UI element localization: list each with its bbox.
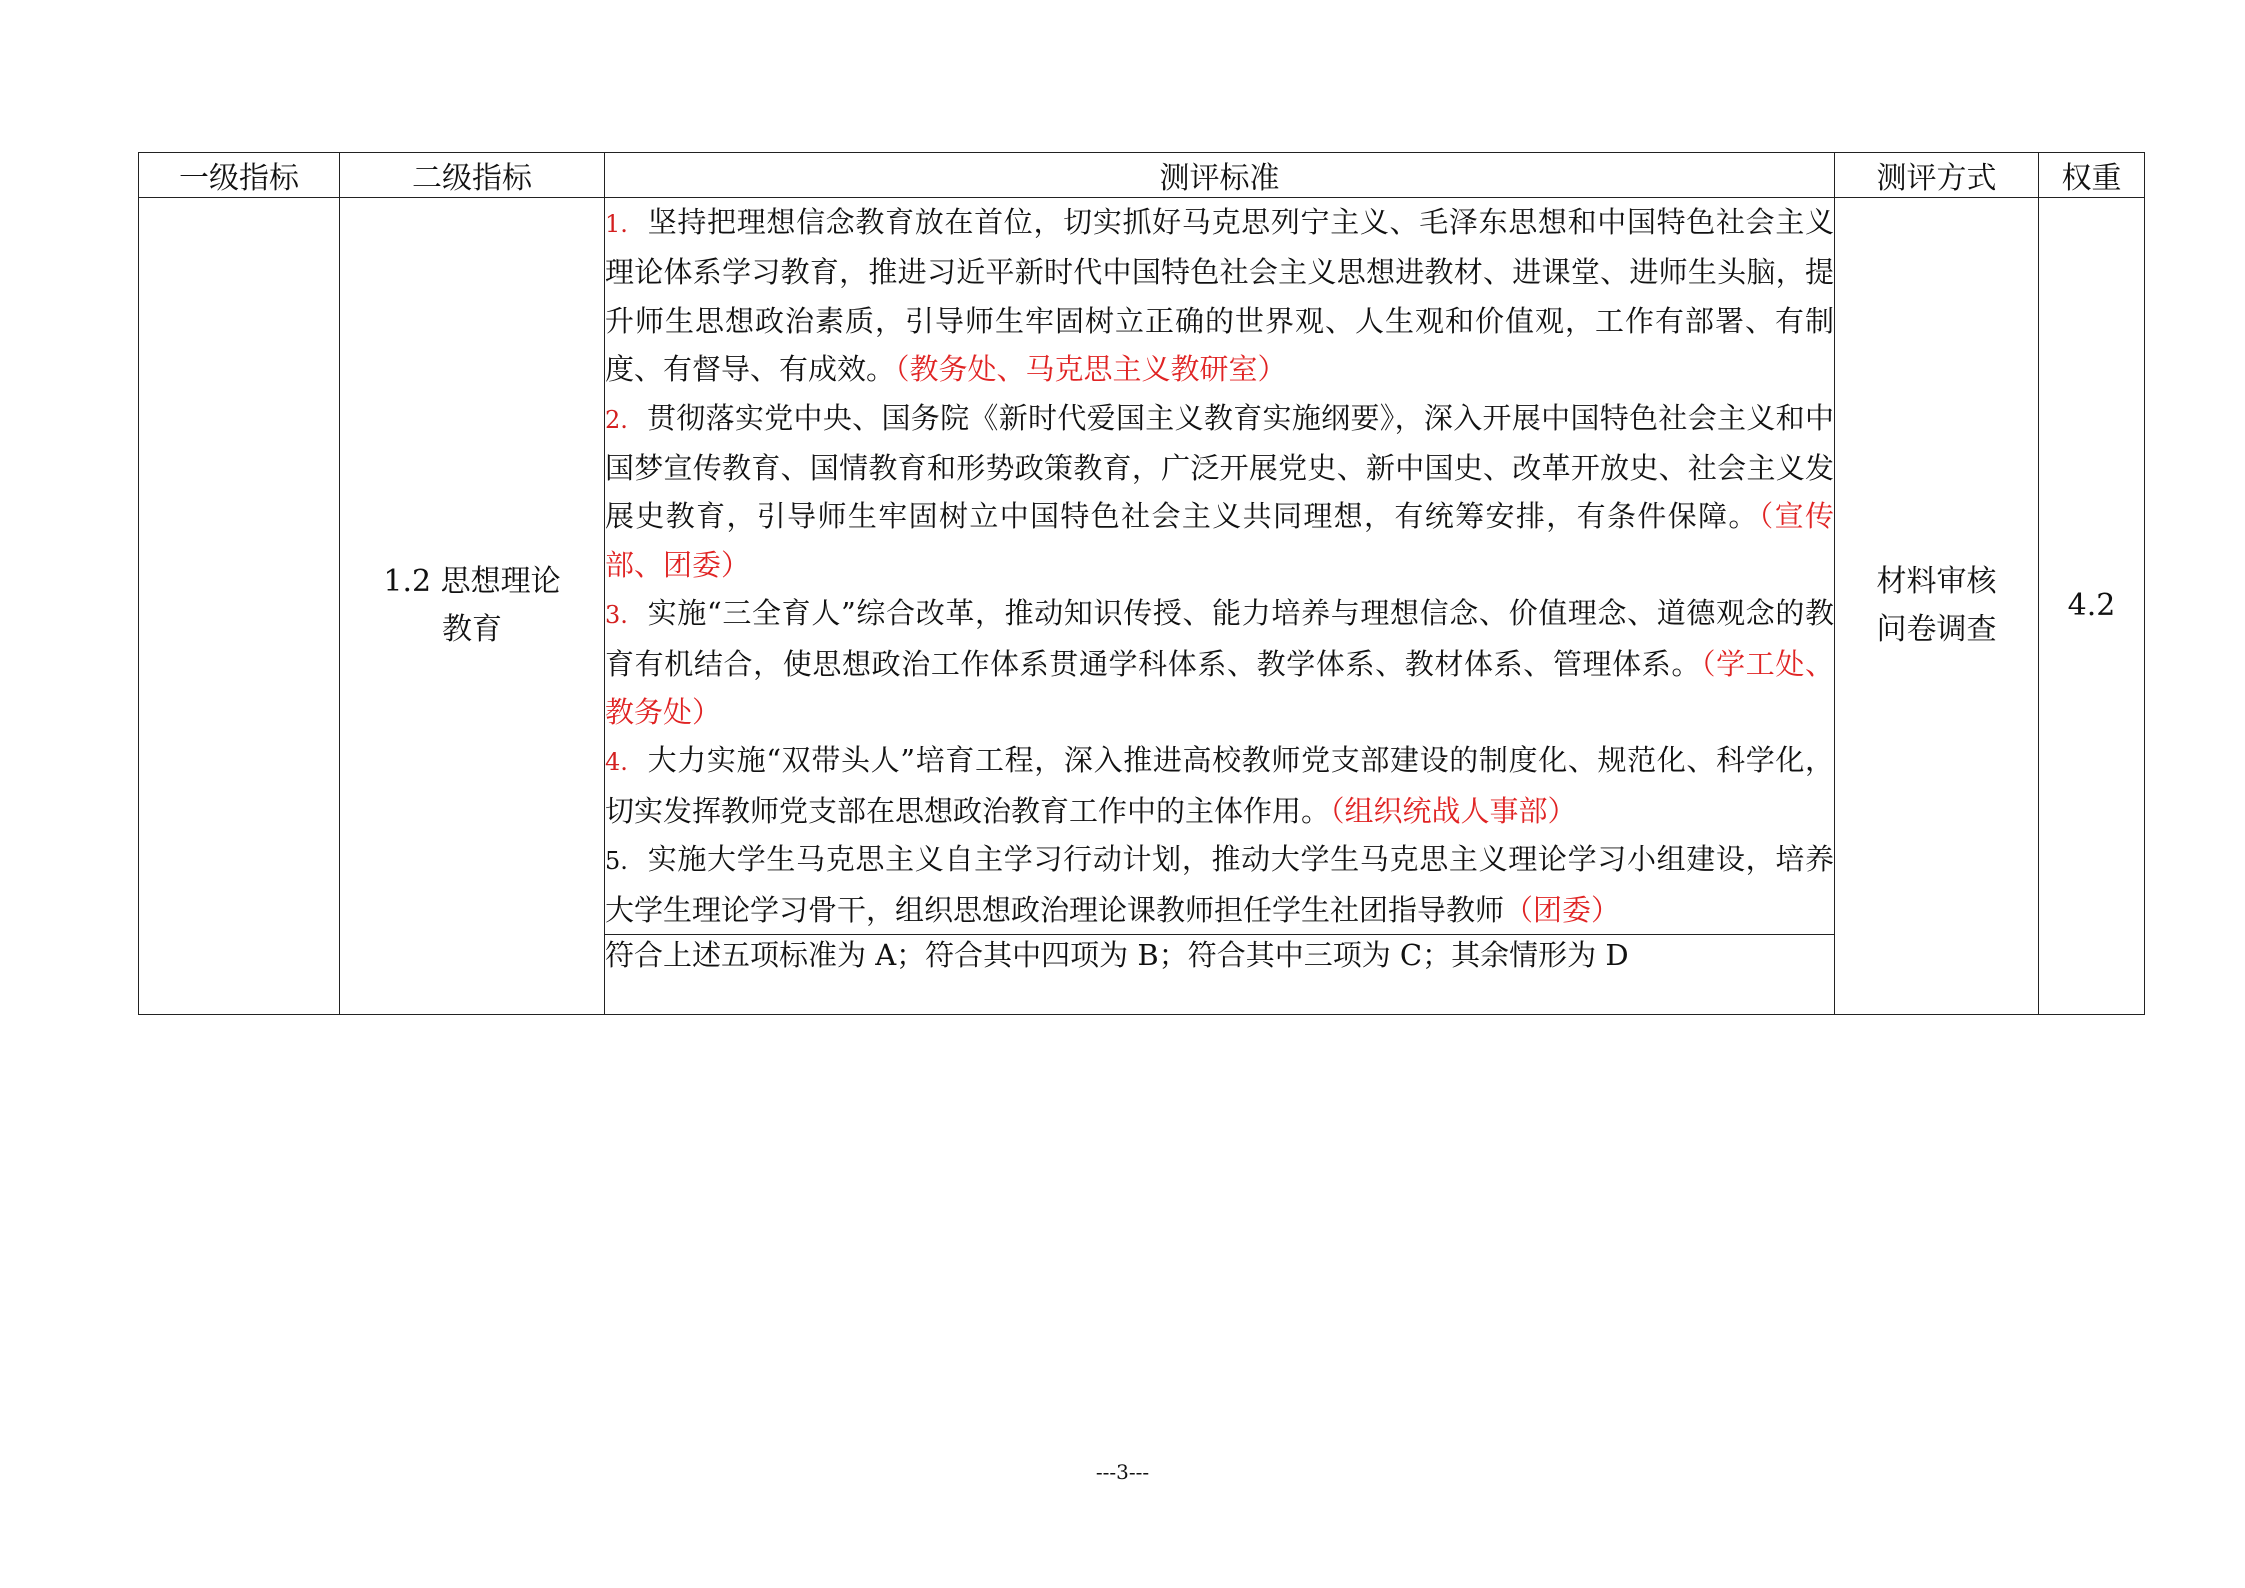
header-level2-indicator: 二级指标 xyxy=(340,153,605,198)
method-cell xyxy=(1835,198,2039,1015)
level2-cell xyxy=(340,198,605,1015)
header-criteria: 测评标准 xyxy=(605,153,1835,198)
criteria-item-text: 实施大学生马克思主义自主学习行动计划，推动大学生马克思主义理论学习小组建设，培养大学生理论学习骨干，组织思想政治理论课教师担任学生社团指导教师 xyxy=(605,842,1834,927)
criteria-item-number: 3. xyxy=(605,601,628,630)
weight-cell: 4.2 xyxy=(2039,198,2145,1015)
criteria-item-text: 贯彻落实党中央、国务院《新时代爱国主义教育实施纲要》，深入开展中国特色社会主义和中国梦宣传教育、国情教育和形势政策教育，广泛开展党史、新中国史、改革开放史、社会主义发展史教育，引导师生牢固树立中国特色社会主义共同理想，有统筹安排，有条件保障。 xyxy=(605,400,1834,534)
criteria-item-4 xyxy=(605,736,1834,835)
criteria-item-number: 2. xyxy=(605,405,628,434)
header-level1-indicator: 一级指标 xyxy=(139,153,340,198)
criteria-item-dept: （学工处、教务处） xyxy=(605,646,1834,730)
grading-cell: 符合上述五项标准为 A；符合其中四项为 B；符合其中三项为 C；其余情形为 D xyxy=(605,935,1835,1015)
table-header-row xyxy=(139,153,2145,198)
header-weight: 权重 xyxy=(2039,153,2145,198)
criteria-item-3 xyxy=(605,589,1834,736)
table-row xyxy=(139,198,2145,935)
evaluation-table xyxy=(138,152,2145,1015)
criteria-item-dept: （宣传部、团委） xyxy=(605,499,1834,582)
criteria-cell xyxy=(605,198,1835,935)
level2-line1: 1.2 思想理论 xyxy=(383,564,561,600)
level2-line2: 教育 xyxy=(442,612,502,648)
criteria-item-number: 5. xyxy=(605,847,628,876)
criteria-item-number: 1. xyxy=(605,210,628,238)
criteria-item-5 xyxy=(605,835,1834,934)
criteria-item-text: 大力实施“双带头人”培育工程，深入推进高校教师党支部建设的制度化、规范化、科学化，切实发挥教师党支部在思想政治教育工作中的主体作用。 xyxy=(605,743,1835,828)
level1-cell xyxy=(139,198,340,1015)
criteria-item-dept: （组织统战人事部） xyxy=(1330,793,1577,828)
criteria-item-number: 4. xyxy=(605,748,628,777)
method-line1: 材料审核 xyxy=(1876,564,1997,600)
criteria-item-dept: （团委） xyxy=(1504,892,1621,927)
page-number: ---3--- xyxy=(1095,1460,1150,1484)
method-line2: 问卷调查 xyxy=(1876,612,1997,648)
criteria-item-text: 实施“三全育人”综合改革，推动知识传授、能力培养与理想信念、价值理念、道德观念的教育有机结合，使思想政治工作体系贯通学科体系、教学体系、教材体系、管理体系。 xyxy=(605,596,1835,681)
criteria-item-dept: （教务处、马克思主义教研室） xyxy=(895,352,1287,387)
criteria-item-2 xyxy=(605,394,1834,590)
criteria-item-text: 坚持把理想信念教育放在首位，切实抓好马克思列宁主义、毛泽东思想和中国特色社会主义理论体系学习教育，推进习近平新时代中国特色社会主义思想进教材、进课堂、进师生头脑，提升师生思想政治素质，引导师生牢固树立正确的世界观、人生观和价值观，工作有部署、有制度、有督导、有成效。 xyxy=(605,205,1834,387)
criteria-item-1 xyxy=(605,198,1834,394)
header-method: 测评方式 xyxy=(1835,153,2039,198)
